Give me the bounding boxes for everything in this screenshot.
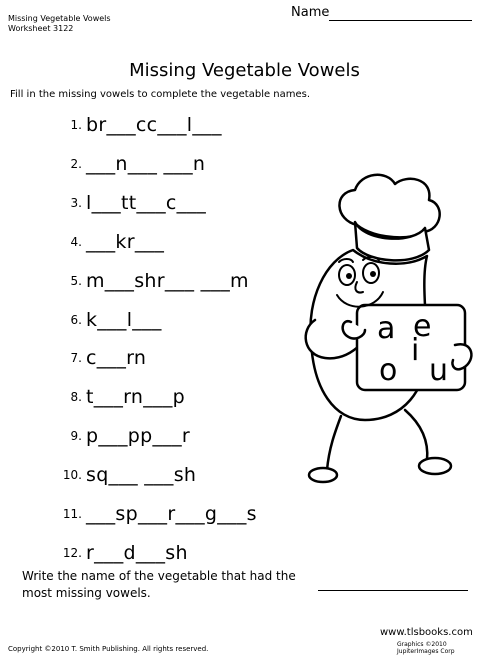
- item-word-blank[interactable]: c___rn: [86, 347, 147, 370]
- page-title: Missing Vegetable Vowels: [129, 60, 360, 81]
- item-word-blank[interactable]: l___tt___c___: [86, 191, 207, 214]
- item-number: 7.: [70, 351, 82, 366]
- graphics-credit: Graphics ©2010 JupiterImages Corp: [397, 641, 455, 655]
- item-word-blank[interactable]: sq___ ___sh: [86, 464, 197, 487]
- item-word-blank[interactable]: ___n___ ___n: [86, 152, 206, 175]
- potato-chef-illustration: [295, 170, 475, 500]
- item-number: 8.: [70, 390, 82, 405]
- header-worksheet-number: Worksheet 3122: [8, 24, 74, 33]
- final-question: [22, 568, 296, 602]
- item-number: 12.: [62, 545, 82, 560]
- item-number: 10.: [62, 468, 82, 483]
- item-word-blank[interactable]: r___d___sh: [86, 541, 188, 564]
- item-number: 4.: [70, 234, 82, 249]
- item-word-blank[interactable]: k___l___: [86, 308, 162, 331]
- item-word-blank[interactable]: p___pp___r: [86, 425, 190, 448]
- item-number: 9.: [70, 429, 82, 444]
- item-word-blank[interactable]: ___kr___: [86, 230, 165, 253]
- instructions: Fill in the missing vowels to complete the vegetable names.: [10, 89, 311, 100]
- item-word-blank[interactable]: t___rn___p: [86, 386, 186, 409]
- name-blank-line[interactable]: [329, 20, 472, 21]
- sign-letter-e: e: [413, 309, 432, 344]
- header-worksheet-name: Missing Vegetable Vowels: [8, 14, 111, 23]
- item-number: 2.: [70, 156, 82, 171]
- item-number: 6.: [70, 312, 82, 327]
- sign-letter-a: a: [377, 311, 396, 346]
- name-label: Name: [291, 5, 330, 20]
- item-number: 1.: [70, 118, 82, 132]
- sign-letter-u: u: [429, 353, 449, 388]
- sign-letter-o: o: [379, 353, 398, 388]
- item-word-blank[interactable]: ___sp___r___g___s: [86, 503, 257, 525]
- item-number: 11.: [62, 507, 82, 521]
- item-number: 3.: [70, 195, 82, 210]
- copyright: Copyright ©2010 T. Smith Publishing. All rights reserved.: [8, 645, 209, 653]
- item-number: 5.: [70, 273, 82, 288]
- answer-blank-line[interactable]: [318, 590, 468, 591]
- item-word-blank[interactable]: m___shr___ ___m: [86, 269, 249, 292]
- website-url: www.tlsbooks.com: [380, 627, 473, 638]
- sign-letter-i: i: [411, 333, 420, 368]
- final-question-line1: Write the name of the vegetable that had the: [22, 569, 296, 583]
- final-question-line2: most missing vowels.: [22, 586, 151, 600]
- item-word-blank[interactable]: br___cc___l___: [86, 114, 222, 136]
